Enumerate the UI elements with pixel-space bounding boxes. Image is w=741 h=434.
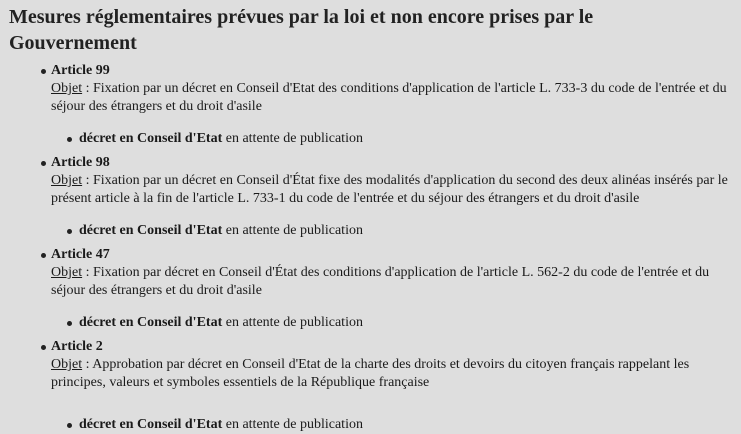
- objet-text: Fixation par un décret en Conseil d'Etat des conditions d'application de l'article L. 733-3 du code de l'entrée et du séjour des étrangers et du droit d'asile: [51, 81, 727, 114]
- article-title: Article 98: [51, 155, 110, 170]
- measure-status: en attente de publication: [222, 315, 363, 330]
- article-objet: [51, 264, 731, 300]
- page-title: Mesures réglementaires prévues par la loi et non encore prises par le Gouvernement: [9, 6, 594, 54]
- objet-separator: :: [82, 357, 93, 372]
- objet-separator: :: [82, 81, 93, 96]
- measure-type: décret en Conseil d'Etat: [79, 223, 223, 238]
- article-item: [9, 246, 741, 338]
- measure-item: [51, 416, 741, 434]
- measure-item: [51, 314, 741, 332]
- measure-type: décret en Conseil d'Etat: [79, 131, 223, 146]
- measure-status: en attente de publication: [222, 417, 363, 432]
- article-item: [9, 154, 741, 246]
- objet-text: Fixation par un décret en Conseil d'État fixe des modalités d'application du second des deux alinéas insérés par le présent article à la fin de l'article L. 733-1 du code de l'entrée et du séjour des étrangers et du droit d'asile: [51, 173, 728, 206]
- objet-text: Approbation par décret en Conseil d'Etat de la charte des droits et devoirs du citoyen français rappelant les principes, valeurs et symboles essentiels de la République française: [51, 357, 690, 390]
- article-item: [9, 62, 741, 154]
- article-objet: [51, 172, 731, 208]
- article-objet: [51, 356, 731, 392]
- article-title: Article 99: [51, 63, 110, 78]
- measure-type: décret en Conseil d'Etat: [79, 315, 223, 330]
- objet-label: Objet: [51, 173, 83, 188]
- article-item: [9, 338, 741, 434]
- measure-item: [51, 222, 741, 240]
- measure-status: en attente de publication: [222, 131, 363, 146]
- article-list: [9, 62, 741, 434]
- objet-text: Fixation par décret en Conseil d'État des conditions d'application de l'article L. 562-2 du code de l'entrée et du séjour des étrangers et du droit d'asile: [51, 265, 710, 298]
- objet-separator: :: [82, 265, 93, 280]
- objet-label: Objet: [51, 81, 83, 96]
- article-objet: [51, 80, 731, 116]
- measure-status: en attente de publication: [222, 223, 363, 238]
- objet-label: Objet: [51, 265, 83, 280]
- article-title: Article 47: [51, 247, 110, 262]
- measure-item: [51, 130, 741, 148]
- measure-type: décret en Conseil d'Etat: [79, 417, 223, 432]
- objet-separator: :: [82, 173, 93, 188]
- objet-label: Objet: [51, 357, 83, 372]
- article-title: Article 2: [51, 339, 103, 354]
